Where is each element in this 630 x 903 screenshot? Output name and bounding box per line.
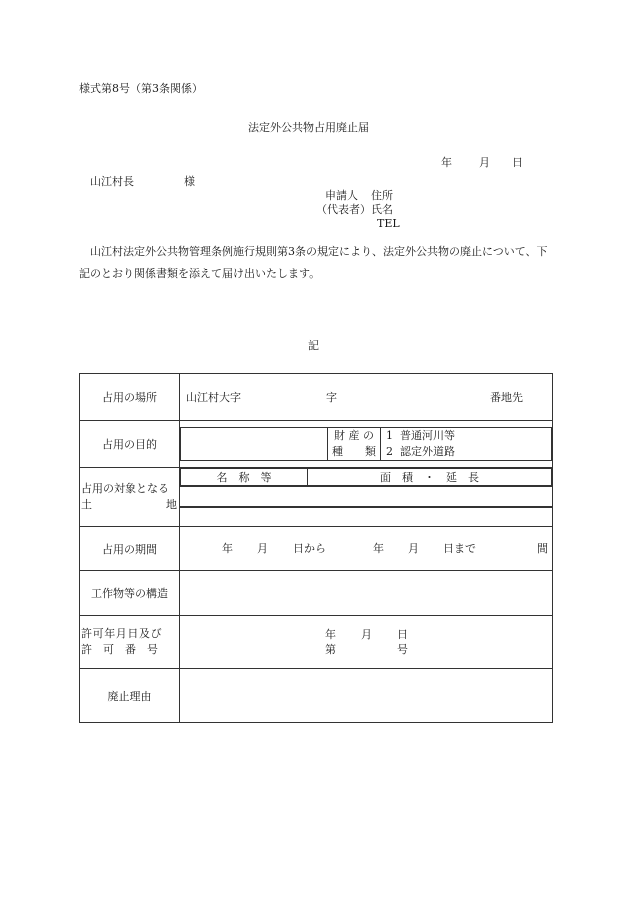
reason-row <box>80 669 553 723</box>
land-name-header: 名 称 等 <box>181 469 308 486</box>
notification-paragraph: 山江村法定外公共物管理条例施行規則第3条の規定により、法定外公共物の廃止について、下記のとおり関係書類を添えて届け出いたします。 <box>79 245 548 280</box>
place-banchi: 番地先 <box>490 391 523 404</box>
permit-dai: 第 <box>325 643 336 656</box>
ki-heading: 記 <box>308 339 319 352</box>
name-label: 氏名 <box>371 203 393 216</box>
addressee: 山江村長 <box>90 175 134 188</box>
property-type-label: 財 産 の 種 類 <box>328 428 381 461</box>
place-aza: 字 <box>326 391 337 404</box>
place-row <box>80 374 553 421</box>
permit-year: 年 <box>325 628 336 641</box>
land-label: 占用の対象となる 土 地 <box>80 468 180 527</box>
permit-month: 月 <box>361 628 372 641</box>
purpose-subtable <box>180 427 552 461</box>
purpose-input[interactable] <box>181 428 328 461</box>
document-title: 法定外公共物占用廃止届 <box>248 121 369 134</box>
property-option-2[interactable]: 2 認定外道路 <box>386 445 455 458</box>
form-table <box>79 373 553 723</box>
period-day-from: 日から <box>293 542 326 555</box>
period-label: 占用の期間 <box>80 527 180 571</box>
reason-input[interactable] <box>180 669 553 723</box>
date-month-label: 月 <box>479 156 490 169</box>
reason-label: 廃止理由 <box>80 669 180 723</box>
period-year-from: 年 <box>222 542 233 555</box>
structure-input[interactable] <box>180 571 553 616</box>
period-month-to: 月 <box>408 542 419 555</box>
period-row <box>80 527 553 571</box>
place-village: 山江村大字 <box>186 391 241 404</box>
purpose-row <box>80 421 553 468</box>
property-type-options[interactable] <box>381 428 552 461</box>
structure-label: 工作物等の構造 <box>80 571 180 616</box>
form-number: 様式第8号（第3条関係） <box>79 82 203 95</box>
permit-row <box>80 616 553 669</box>
structure-row <box>80 571 553 616</box>
date-year-label: 年 <box>441 156 452 169</box>
purpose-label: 占用の目的 <box>80 421 180 468</box>
land-header-row <box>80 468 553 487</box>
honorific: 様 <box>184 175 195 188</box>
permit-go: 号 <box>397 643 408 656</box>
permit-cell[interactable] <box>180 616 553 669</box>
land-area-header: 面 積 ・ 延 長 <box>308 469 552 486</box>
permit-label: 許可年月日及び 許 可 番 号 <box>80 616 180 669</box>
place-label: 占用の場所 <box>80 374 180 421</box>
purpose-cell <box>180 421 553 468</box>
tel-label: TEL <box>377 217 400 230</box>
place-cell[interactable] <box>180 374 553 421</box>
date-day-label: 日 <box>512 156 523 169</box>
period-day-to: 日まで <box>443 542 476 555</box>
property-option-1[interactable]: 1 普通河川等 <box>386 429 455 442</box>
land-area-input[interactable] <box>308 506 552 507</box>
period-month-from: 月 <box>257 542 268 555</box>
land-name-input[interactable] <box>181 506 308 507</box>
address-label: 住所 <box>371 189 393 202</box>
period-cell[interactable] <box>180 527 553 571</box>
permit-day: 日 <box>397 628 408 641</box>
representative-label: （代表者） <box>316 203 371 216</box>
period-year-to: 年 <box>373 542 384 555</box>
land-header-cell <box>180 468 553 487</box>
applicant-label: 申請人 <box>325 189 358 202</box>
land-value-cell <box>180 487 553 527</box>
period-duration: 間 <box>537 542 548 555</box>
